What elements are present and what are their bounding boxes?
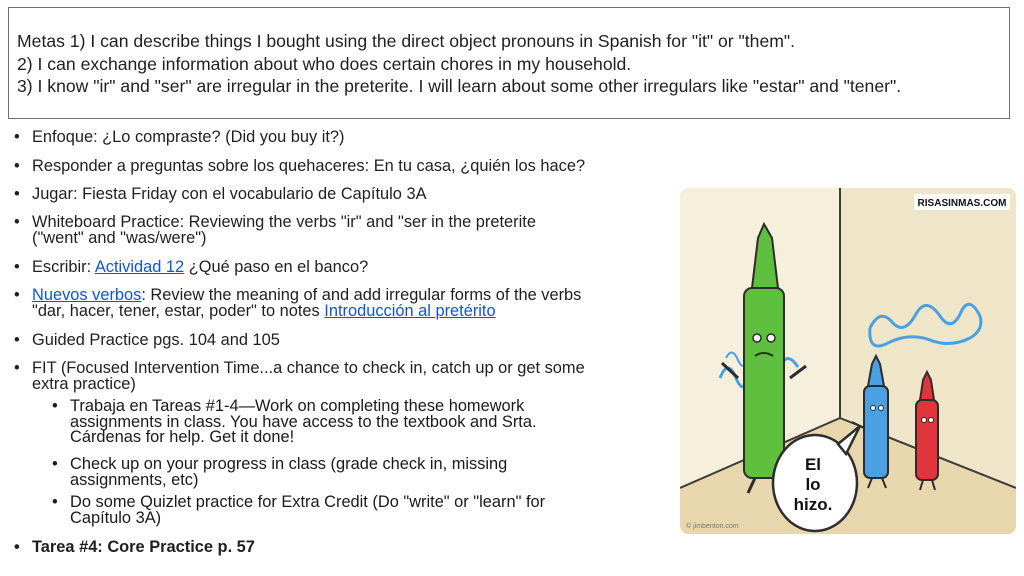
actividad-12-link[interactable]: Actividad 12: [94, 258, 185, 276]
escribir-prefix: Escribir:: [32, 258, 95, 276]
nuevos-text-1: : Review the meaning of and add irregular forms of the verbs: [141, 286, 582, 304]
risasinmas-logo: RISASINMAS.COM: [917, 198, 1007, 209]
title-line-2: 2) I can exchange information about who does certain chores in my household.: [17, 54, 632, 74]
bullet-icon: •: [14, 538, 20, 556]
bubble-line-1: El: [804, 455, 822, 474]
nuevos-verbos-link[interactable]: Nuevos verbos: [32, 286, 142, 304]
bullet-icon: •: [14, 128, 20, 146]
check-up-text: [70, 457, 660, 488]
title-line-3: 3) I know "ir" and "ser" are irregular in the preterite. I will learn about some other irregulars like "estar" and "tener".: [17, 76, 902, 96]
bubble-line-2: lo: [805, 475, 821, 494]
sub3-line-1: Do some Quizlet practice for Extra Credit (Do "write" or "learn" for: [70, 493, 546, 511]
escribir-text: [32, 260, 672, 276]
sub3-line-2: Capítulo 3A): [70, 508, 162, 527]
bullet-icon: •: [14, 359, 20, 377]
bullet-icon: •: [14, 213, 20, 231]
bullet-icon: •: [14, 157, 20, 175]
nuevos-text: [32, 288, 672, 319]
bullet-icon: •: [14, 286, 20, 304]
crayon-cartoon: [680, 188, 1016, 534]
guided-text: Guided Practice pgs. 104 and 105: [32, 331, 280, 349]
bullet-icon: •: [14, 258, 20, 276]
introduccion-pretérito-link[interactable]: Introducción al pretérito: [324, 301, 496, 320]
credit-text: © jimbenton.com: [686, 523, 739, 530]
enfoque-text: Enfoque: ¿Lo compraste? (Did you buy it?): [32, 128, 345, 146]
fit-text: [32, 361, 672, 392]
fit-line-1: FIT (Focused Intervention Time...a chance to check in, catch up or get some: [32, 359, 585, 377]
cartoon-illustration: [680, 188, 1016, 534]
title-line-1: Metas 1) I can describe things I bought using the direct object pronouns in Spanish for "it" or "them".: [17, 31, 796, 51]
title-box: [8, 7, 1010, 119]
whiteboard-line-1: Whiteboard Practice: Reviewing the verbs "ir" and "ser in the preterite: [32, 213, 536, 231]
sub1-line-3: Cárdenas for help. Get it done!: [70, 428, 295, 446]
escribir-suffix: ¿Qué paso en el banco?: [184, 258, 369, 276]
bullet-icon: •: [14, 185, 20, 203]
bullet-icon: •: [52, 397, 58, 415]
quizlet-text: [70, 495, 660, 526]
sub2-line-2: assignments, etc): [70, 470, 199, 489]
nuevos-text-2: "dar, hacer, tener, estar, poder" to notes: [32, 301, 325, 320]
whiteboard-line-2: ("went" and "was/were"): [32, 228, 207, 247]
bullet-icon: •: [52, 455, 58, 473]
sub2-line-1: Check up on your progress in class (grade check in, missing: [70, 455, 508, 473]
fit-line-2: extra practice): [32, 374, 136, 393]
responder-text: Responder a preguntas sobre los quehaceres: En tu casa, ¿quién los hace?: [32, 157, 586, 175]
sub1-line-2: assignments in class. You have access to the textbook and Srta.: [70, 412, 537, 431]
bullet-icon: •: [52, 493, 58, 511]
bubble-line-3: hizo.: [793, 495, 833, 514]
jugar-text: Jugar: Fiesta Friday con el vocabulario de Capítulo 3A: [32, 185, 427, 203]
bullet-icon: •: [14, 331, 20, 349]
sub1-line-1: Trabaja en Tareas #1-4—Work on completing these homework: [70, 397, 525, 415]
whiteboard-text: [32, 215, 672, 246]
trabaja-text: [70, 399, 660, 446]
tarea-text: Tarea #4: Core Practice p. 57: [32, 538, 255, 556]
